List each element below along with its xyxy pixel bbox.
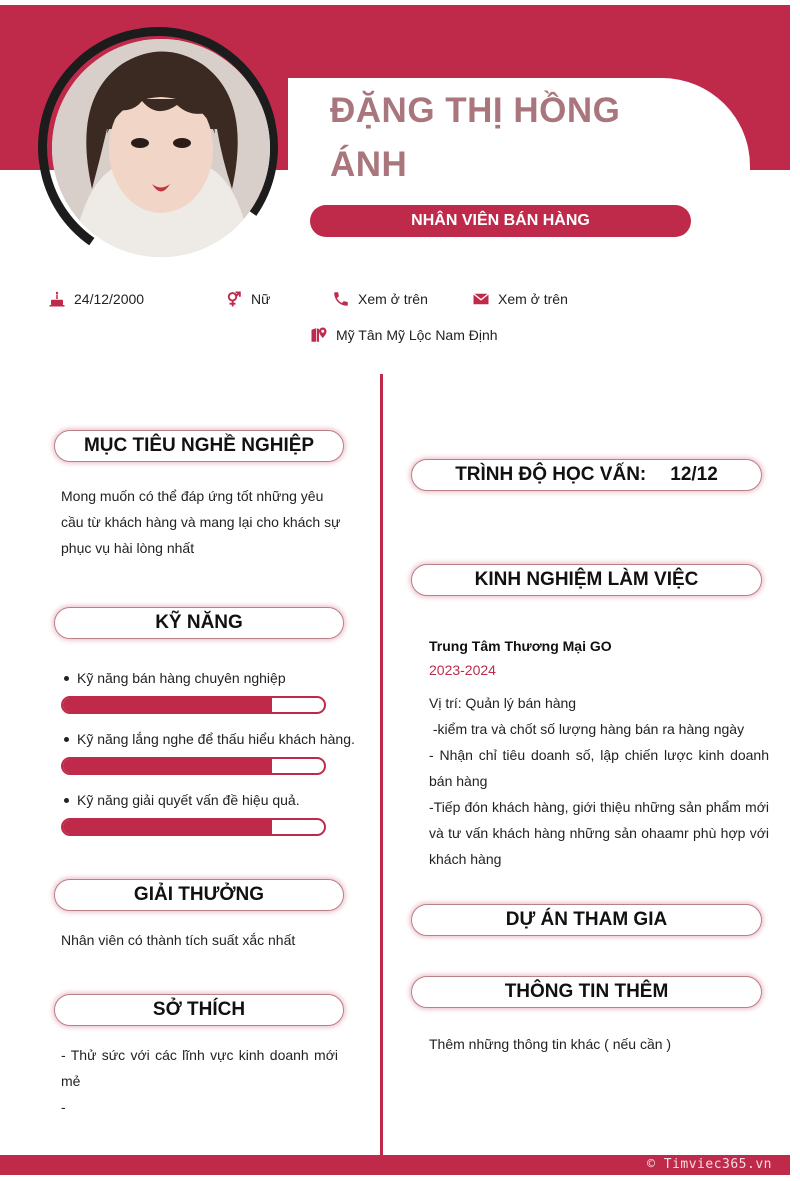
- envelope-icon: [472, 290, 490, 308]
- column-divider: [380, 374, 383, 1156]
- experience-line: bán hàng: [429, 773, 488, 789]
- name-line-1: ĐẶNG THỊ HỒNG: [330, 91, 621, 130]
- birthday-text: 24/12/2000: [74, 291, 145, 307]
- projects-heading: DỰ ÁN THAM GIA: [411, 904, 762, 936]
- skills-heading: KỸ NĂNG: [54, 607, 344, 639]
- awards-heading: GIẢI THƯỞNG: [54, 879, 344, 911]
- phone-icon: [332, 290, 350, 308]
- phone-info: [332, 290, 428, 308]
- objective-heading: MỤC TIÊU NGHỀ NGHIỆP: [54, 430, 344, 462]
- experience-company: Trung Tâm Thương Mại GO: [429, 638, 612, 654]
- email-info: [472, 290, 568, 308]
- additional-text: Thêm những thông tin khác ( nếu cần ): [429, 1036, 672, 1052]
- skill-label: Kỹ năng lắng nghe để thấu hiểu khách hàng.: [60, 731, 360, 747]
- objective-line: cầu từ khách hàng và mang lại cho khách sự: [61, 514, 341, 530]
- candidate-name: [330, 84, 690, 192]
- job-title: NHÂN VIÊN BÁN HÀNG: [310, 205, 691, 237]
- skill-bar-fill: [63, 820, 272, 834]
- experience-line: -Tiếp đón khách hàng, giới thiệu những sản phẩm mới: [429, 799, 769, 815]
- experience-line: và tư vấn khách hàng những sản ohaamr phù hợp với: [429, 825, 769, 841]
- hobbies-heading: SỞ THÍCH: [54, 994, 344, 1026]
- cake-icon: [48, 290, 66, 308]
- awards-text: Nhân viên có thành tích suất xắc nhất: [61, 932, 296, 948]
- experience-details: [429, 690, 769, 872]
- phone-text: Xem ở trên: [358, 291, 428, 307]
- skill-item: [60, 670, 360, 686]
- objective-line: Mong muốn có thể đáp ứng tốt những yêu: [61, 488, 324, 504]
- objective-text: [61, 483, 340, 561]
- hobby-line: -: [61, 1099, 66, 1115]
- footer-watermark: © Timviec365.vn: [647, 1157, 772, 1172]
- gender-info: [225, 290, 270, 308]
- skill-bar: [61, 696, 326, 714]
- skill-bar: [61, 757, 326, 775]
- experience-line: - Nhận chỉ tiêu doanh số, lập chiến lược kinh doanh: [429, 747, 769, 763]
- skill-bar: [61, 818, 326, 836]
- experience-line: Vị trí: Quản lý bán hàng: [429, 695, 577, 711]
- hobbies-text: [61, 1042, 338, 1120]
- education-value: 12/12: [670, 464, 718, 485]
- skill-label: Kỹ năng giải quyết vấn đề hiệu quả.: [60, 792, 360, 808]
- additional-heading: THÔNG TIN THÊM: [411, 976, 762, 1008]
- address-info: [310, 326, 498, 344]
- hobby-line: - Thử sức với các lĩnh vực kinh doanh mới: [61, 1047, 338, 1063]
- experience-period: 2023-2024: [429, 662, 496, 678]
- profile-photo: [52, 39, 270, 257]
- skill-item: [60, 731, 360, 747]
- education-label: TRÌNH ĐỘ HỌC VẤN:: [455, 464, 647, 485]
- experience-heading: KINH NGHIỆM LÀM VIỆC: [411, 564, 762, 596]
- skill-label: Kỹ năng bán hàng chuyên nghiệp: [60, 670, 360, 686]
- birthday-info: [48, 290, 144, 308]
- name-line-2: ÁNH: [330, 145, 408, 184]
- skill-bar-fill: [63, 698, 272, 712]
- education-heading: [411, 459, 762, 491]
- skill-bar-fill: [63, 759, 272, 773]
- experience-line: khách hàng: [429, 851, 502, 867]
- gender-icon: [225, 290, 243, 308]
- email-text: Xem ở trên: [498, 291, 568, 307]
- hobby-line: mẻ: [61, 1073, 81, 1089]
- skill-item: [60, 792, 360, 808]
- address-text: Mỹ Tân Mỹ Lộc Nam Định: [336, 327, 498, 343]
- map-pin-icon: [310, 326, 328, 344]
- experience-line: -kiểm tra và chốt số lượng hàng bán ra hàng ngày: [429, 721, 745, 737]
- gender-text: Nữ: [251, 291, 271, 307]
- objective-line: phục vụ hài lòng nhất: [61, 540, 195, 556]
